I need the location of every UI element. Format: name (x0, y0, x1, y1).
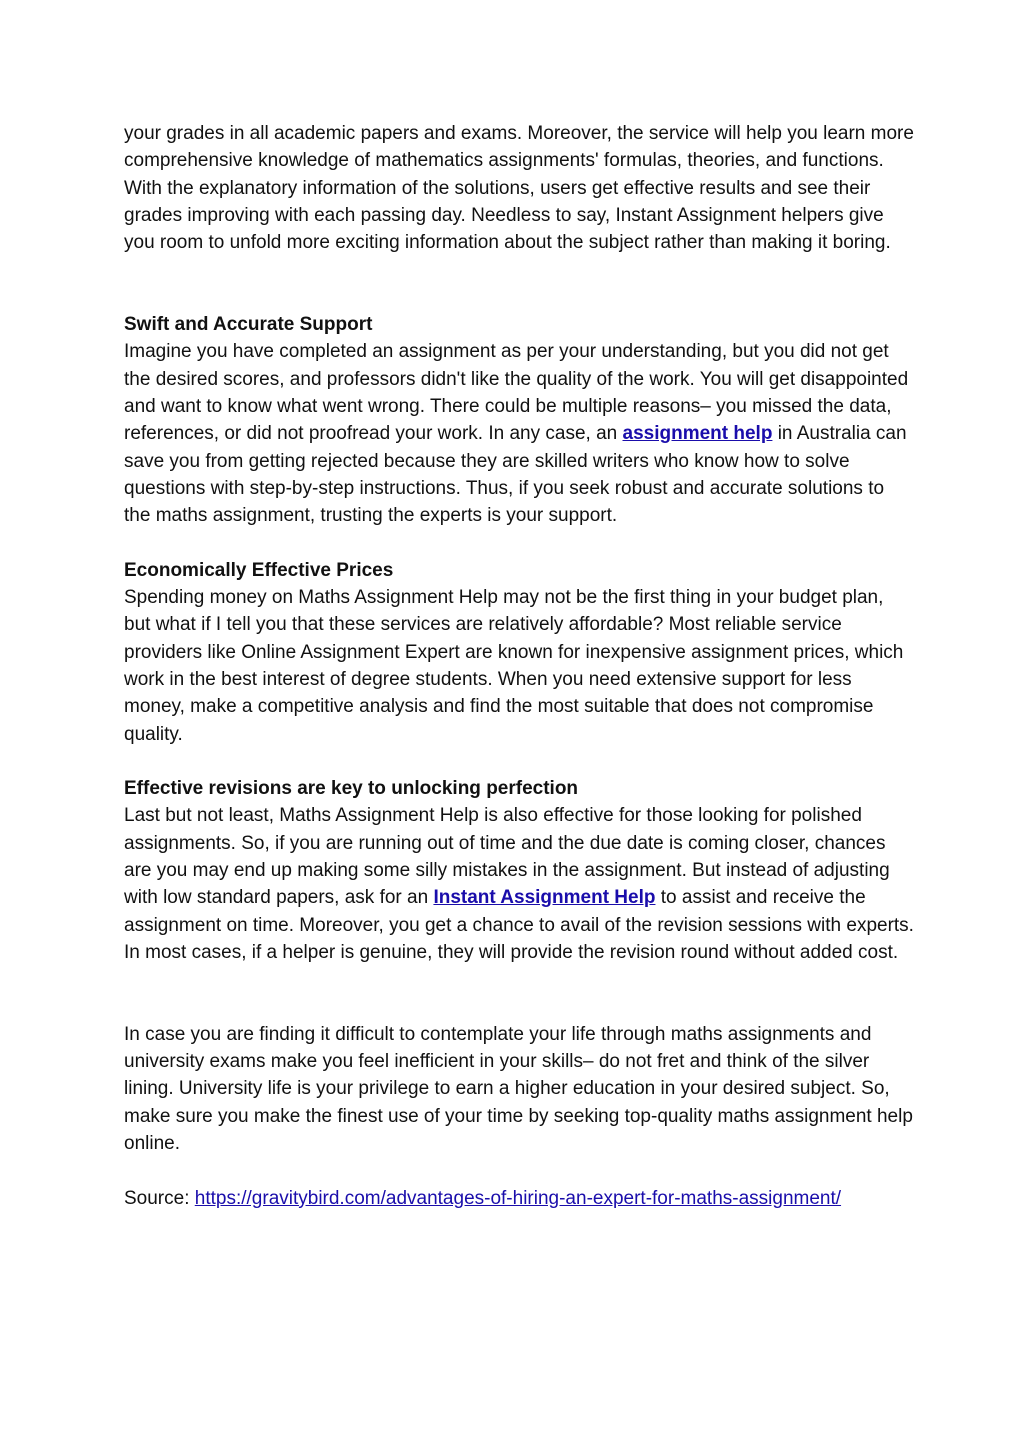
section-swift-support-paragraph (124, 338, 914, 529)
source-label: Source: (124, 1187, 195, 1209)
assignment-help-link[interactable]: assignment help (622, 423, 773, 445)
paragraph-text: to assist and receive the assignment on time. Moreover, you get a chance to avail of the revision sessions with experts. In most cases, if a helper is genuine, they will provide the revision round without added cost. (124, 887, 914, 963)
document-page (124, 120, 914, 1212)
paragraph-text: in Australia can save you from getting rejected because they are skilled writers who know how to solve questions with step-by-step instructions. Thus, if you seek robust and accurate solutions to the maths assignment, trusting the experts is your support. (124, 423, 907, 527)
conclusion-paragraph: In case you are finding it difficult to contemplate your life through maths assignments and university exams make you feel inefficient in your skills– do not fret and think of the silver lining. University life is your privilege to earn a higher education in your desired subject. So, make sure you make the finest use of your time by seeking top-quality maths assignment help online. (124, 1023, 913, 1154)
instant-assignment-help-link[interactable]: Instant Assignment Help (433, 887, 656, 909)
section-prices-paragraph: Spending money on Maths Assignment Help may not be the first thing in your budget plan, but what if I tell you that these services are relatively affordable? Most reliable service providers like Online Assignment Expert are known for inexpensive assignment prices, which work in the best interest of degree students. When you need extensive support for less money, make a competitive analysis and find the most suitable that does not compromise quality. (124, 587, 904, 745)
section-heading-revisions: Effective revisions are key to unlocking perfection (124, 778, 579, 800)
paragraph-text: Imagine you have completed an assignment as per your understanding, but you did not get the desired scores, and professors didn't like the quality of the work. You will get disappointed and want to know what went wrong. There could be multiple reasons– you missed the data, references, or did not proofread your work. In any case, an (124, 341, 909, 445)
paragraph-text: Last but not least, Maths Assignment Help is also effective for those looking for polished assignments. So, if you are running out of time and the due date is coming closer, chances are you may end up making some silly mistakes in the assignment. But instead of adjusting with low standard papers, ask for an (124, 805, 890, 909)
section-heading-prices: Economically Effective Prices (124, 559, 394, 581)
section-heading-swift-support: Swift and Accurate Support (124, 314, 373, 336)
source-line (124, 1185, 914, 1212)
section-revisions-paragraph (124, 802, 914, 966)
intro-paragraph: your grades in all academic papers and exams. Moreover, the service will help you learn more comprehensive knowledge of mathematics assignments' formulas, theories, and functions. With the explanatory information of the solutions, users get effective results and see their grades improving with each passing day. Needless to say, Instant Assignment helpers give you room to unfold more exciting information about the subject rather than making it boring. (124, 123, 914, 254)
source-url-link[interactable]: https://gravitybird.com/advantages-of-hiring-an-expert-for-maths-assignment/ (194, 1187, 842, 1209)
